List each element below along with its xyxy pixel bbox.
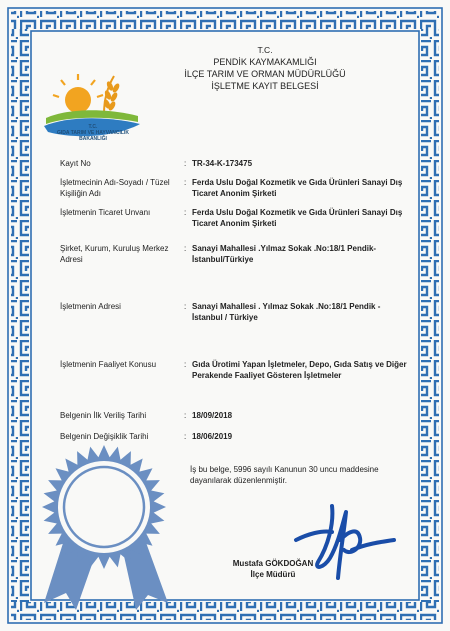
field-colon: : — [184, 432, 187, 441]
field-value: TR-34-K-173475 — [192, 159, 253, 168]
field-value: Gıda Ürotimi Yapan İşletmeler, Depo, Gıda Satış ve Diğer Perakende Faaliyet Gösteren İşletmeler — [192, 360, 407, 380]
field-colon: : — [184, 360, 187, 369]
field-label: İşletmenin Faaliyet Konusu — [60, 360, 157, 369]
field-colon: : — [184, 244, 187, 253]
field-value: Sanayi Mahallesi .Yılmaz Sokak .No:18/1 Pendik-İstanbul/Türkiye — [192, 244, 377, 264]
field-value: 18/09/2018 — [192, 411, 233, 420]
field-label: İşletmenin Ticaret Unvanı — [60, 208, 151, 217]
field-label: Şirket, Kurum, Kuruluş Merkez Adresi — [60, 244, 169, 264]
field-value: Sanayi Mahallesi . Yılmaz Sokak .No:18/1 Pendik - İstanbul / Türkiye — [192, 302, 381, 322]
certificate-header — [150, 44, 380, 92]
field-colon: : — [184, 159, 187, 168]
logo-caption-tc: T.C. — [88, 124, 98, 130]
rosette-seal — [24, 435, 184, 610]
ministry-logo — [38, 70, 148, 156]
logo-caption-bakanligi: BAKANLIĞI — [79, 136, 107, 142]
field-label: İşletmecinin Adı-Soyadı / Tüzel Kişiliğin Adı — [60, 178, 170, 198]
ministry-logo-caption — [40, 124, 146, 142]
header-district-governorship: PENDİK KAYMAKAMLIĞI — [213, 57, 317, 67]
signer-block — [218, 559, 328, 580]
field-value: Ferda Uslu Doğal Kozmetik ve Gıda Ürünleri Sanayi Dış Ticaret Anonim Şirketi — [192, 208, 403, 228]
field-colon: : — [184, 208, 187, 217]
legal-basis-note: İş bu belge, 5996 sayılı Kanunun 30 uncu maddesine dayanılarak düzenlenmiştir. — [190, 465, 379, 485]
field-label: İşletmenin Adresi — [60, 302, 121, 311]
field-label: Belgenin Değişiklik Tarihi — [60, 432, 149, 441]
field-value: Ferda Uslu Doğal Kozmetik ve Gıda Ürünleri Sanayi Dış Ticaret Anonim Şirketi — [192, 178, 403, 198]
header-tc: T.C. — [257, 45, 273, 55]
field-value: 18/06/2019 — [192, 432, 233, 441]
signer-title: İlçe Müdürü — [250, 569, 296, 579]
logo-caption-ministry: GIDA TARIM VE HAYVANCILIK — [57, 130, 129, 136]
field-label: Kayıt No — [60, 159, 91, 168]
field-colon: : — [184, 178, 187, 187]
field-label: Belgenin İlk Veriliş Tarihi — [60, 411, 147, 420]
signer-name: Mustafa GÖKDOĞAN — [232, 559, 314, 568]
field-colon: : — [184, 411, 187, 420]
header-directorate: İLÇE TARIM VE ORMAN MÜDÜRLÜĞÜ — [184, 69, 346, 79]
field-colon: : — [184, 302, 187, 311]
header-document-title: İŞLETME KAYIT BELGESİ — [211, 81, 319, 91]
